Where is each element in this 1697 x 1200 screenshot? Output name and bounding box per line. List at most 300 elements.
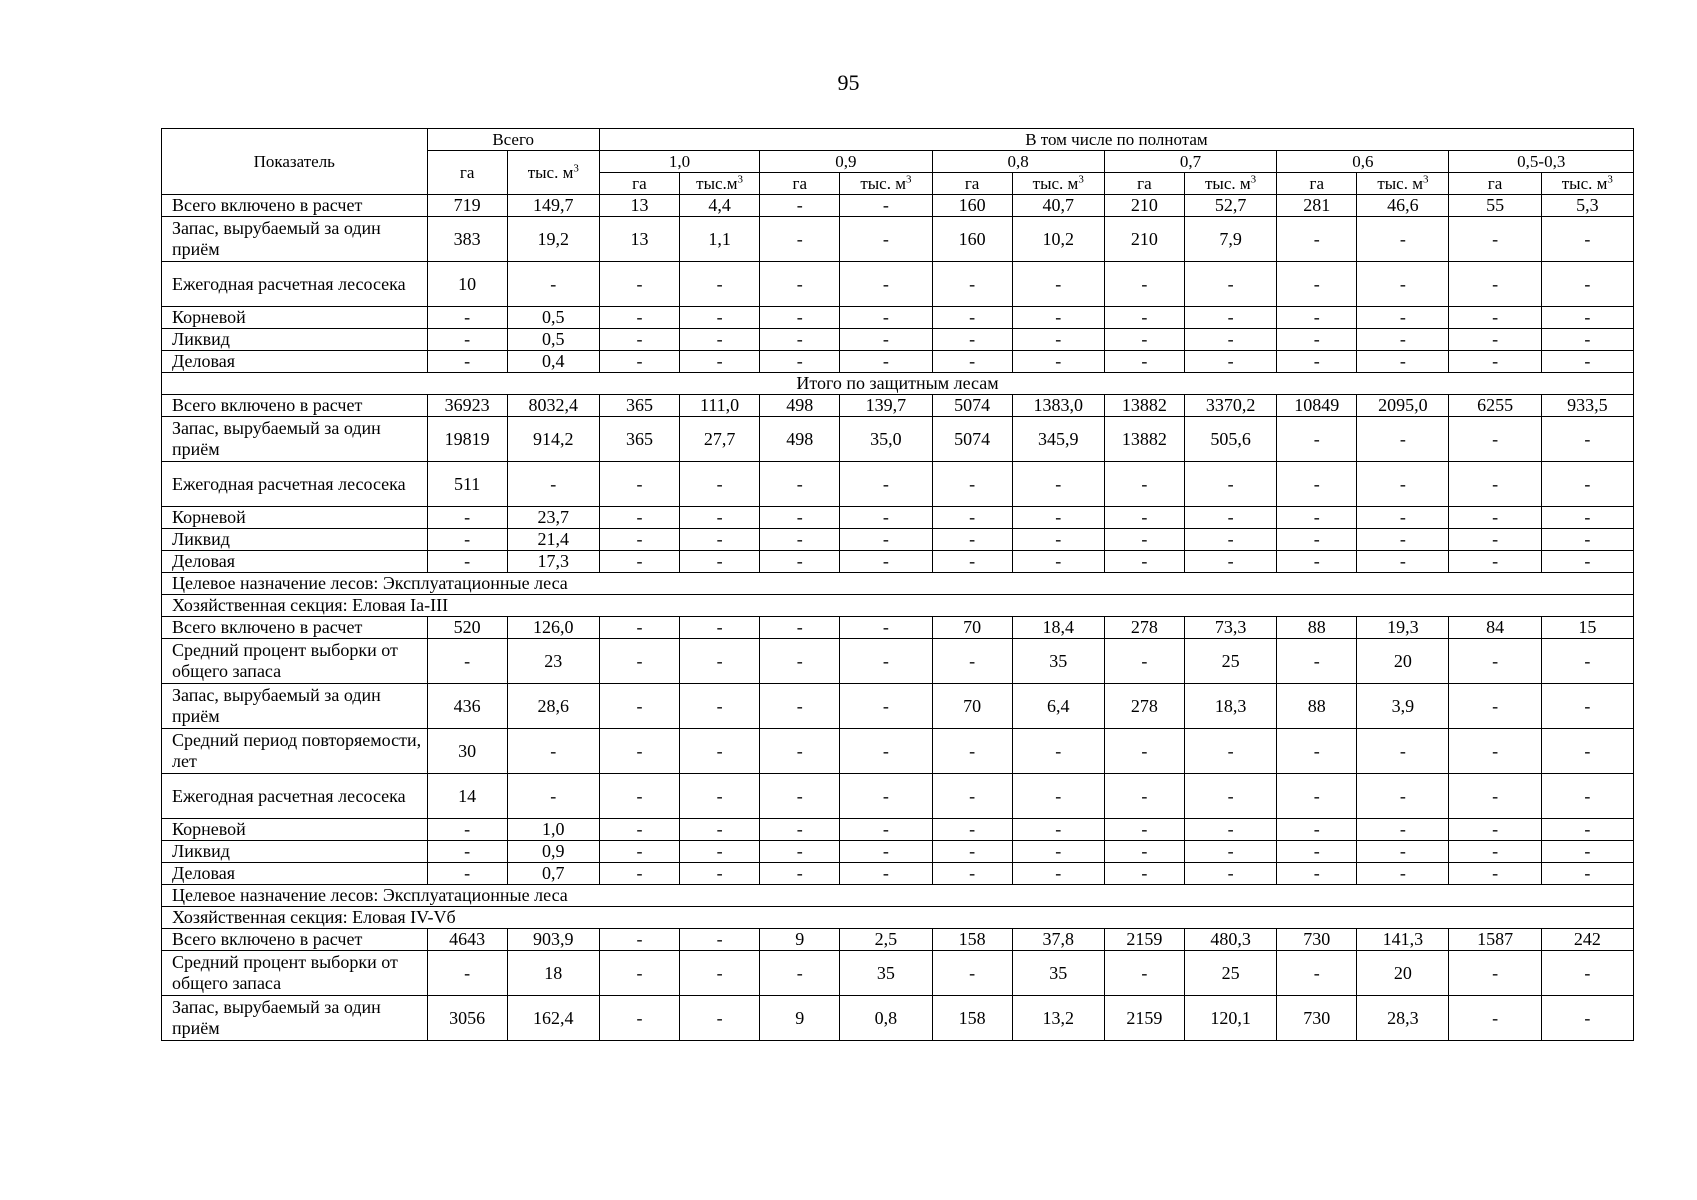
header-unit-vol: тыс. $м^3$ [1184,173,1276,195]
table-cell: - [1277,462,1357,507]
row-label: Деловая [162,351,428,373]
table-cell: - [840,351,932,373]
table-cell: 436 [427,684,507,729]
page-number: 95 [837,70,860,95]
table-cell: - [1449,217,1541,262]
section-title: Целевое назначение лесов: Эксплуатационные леса [162,885,1634,907]
table-cell: 8032,4 [507,395,599,417]
table-cell: - [1357,217,1449,262]
row-label: Средний период повторяемости, лет [162,729,428,774]
table-cell: 73,3 [1184,617,1276,639]
table-cell: - [1449,529,1541,551]
table-cell: - [1012,863,1104,885]
table-cell: 158 [932,996,1012,1041]
table-cell: 498 [760,395,840,417]
header-density-1: 1,0 [599,151,759,173]
table-cell: - [1357,841,1449,863]
table-cell: 70 [932,684,1012,729]
table-cell: - [507,774,599,819]
table-cell: 2,5 [840,929,932,951]
table-cell: 19,3 [1357,617,1449,639]
table-cell: - [1012,774,1104,819]
table-cell: - [760,551,840,573]
table-cell: - [427,351,507,373]
table-cell: 160 [932,195,1012,217]
table-cell: 28,6 [507,684,599,729]
table-cell: - [427,841,507,863]
table-row [162,307,1634,329]
table-cell: - [1357,462,1449,507]
header-unit-ha: га [599,173,679,195]
table-cell: 242 [1541,929,1633,951]
table-cell: 149,7 [507,195,599,217]
section-title: Итого по защитным лесам [162,373,1634,395]
section-row [162,373,1634,395]
row-label: Деловая [162,863,428,885]
table-cell: 23 [507,639,599,684]
table-cell: - [680,462,760,507]
table-cell: 505,6 [1184,417,1276,462]
table-cell: 17,3 [507,551,599,573]
table-row [162,639,1634,684]
table-cell: 21,4 [507,529,599,551]
table-cell: - [1184,729,1276,774]
table-cell: - [760,529,840,551]
table-row [162,863,1634,885]
table-cell: 28,3 [1357,996,1449,1041]
table-cell: - [599,996,679,1041]
table-cell: - [1277,841,1357,863]
table-cell: 4,4 [680,195,760,217]
table-cell: - [599,819,679,841]
table-cell: - [840,774,932,819]
table-cell: - [1104,507,1184,529]
table-cell: - [1277,819,1357,841]
header-density-3: 0,8 [932,151,1104,173]
section-title: Хозяйственная секция: Еловая IV-Vб [162,907,1634,929]
header-unit-ha: га [932,173,1012,195]
table-cell: - [840,529,932,551]
table-cell: - [1104,863,1184,885]
table-cell: 9 [760,996,840,1041]
table-row [162,507,1634,529]
table-cell: - [1184,774,1276,819]
table-cell: 18,4 [1012,617,1104,639]
table-cell: 126,0 [507,617,599,639]
table-cell: - [840,507,932,529]
table-cell: - [760,841,840,863]
table-cell: - [1357,351,1449,373]
table-cell: - [1449,329,1541,351]
section-row [162,573,1634,595]
table-cell: 13 [599,217,679,262]
table-cell: 40,7 [1012,195,1104,217]
table-cell: 365 [599,395,679,417]
table-cell: - [1357,417,1449,462]
header-unit-ha: га [1104,173,1184,195]
table-cell: 55 [1449,195,1541,217]
table-cell: - [1184,819,1276,841]
table-cell: - [1277,774,1357,819]
table-cell: - [1277,639,1357,684]
table-cell: - [760,217,840,262]
table-cell: 0,5 [507,307,599,329]
table-cell: 730 [1277,996,1357,1041]
table-cell: - [599,462,679,507]
table-cell: - [599,684,679,729]
header-unit-vol: тыс. $м^3$ [840,173,932,195]
table-cell: 5074 [932,417,1012,462]
table-cell: 25 [1184,951,1276,996]
row-label: Запас, вырубаемый за один приём [162,417,428,462]
table-row [162,351,1634,373]
table-cell: 14 [427,774,507,819]
table-cell: - [680,507,760,529]
table-cell: - [760,329,840,351]
table-cell: - [1541,529,1633,551]
table-row [162,729,1634,774]
table-cell: 10 [427,262,507,307]
table-cell: - [1184,507,1276,529]
table-cell: 120,1 [1184,996,1276,1041]
table-cell: - [932,639,1012,684]
table-cell: 0,4 [507,351,599,373]
table-cell: - [1184,329,1276,351]
table-cell: 3056 [427,996,507,1041]
table-cell: - [760,819,840,841]
table-row [162,395,1634,417]
table-cell: - [680,774,760,819]
table-cell: 25 [1184,639,1276,684]
table-cell: - [1541,819,1633,841]
row-label: Запас, вырубаемый за один приём [162,996,428,1041]
table-cell: - [1012,841,1104,863]
table-cell: - [427,819,507,841]
table-cell: 88 [1277,684,1357,729]
header-density-5: 0,6 [1277,151,1449,173]
table-cell: 13 [599,195,679,217]
table-cell: 3370,2 [1184,395,1276,417]
table-cell: - [1357,329,1449,351]
table-cell: - [599,841,679,863]
table-cell: 162,4 [507,996,599,1041]
table-cell: - [932,841,1012,863]
table-cell: - [1104,774,1184,819]
table-cell: - [760,462,840,507]
table-cell: - [932,819,1012,841]
table-cell: 27,7 [680,417,760,462]
table-cell: - [1357,307,1449,329]
table-cell: - [680,307,760,329]
table-cell: 1,1 [680,217,760,262]
table-cell: 37,8 [1012,929,1104,951]
section-row [162,885,1634,907]
table-cell: - [1104,551,1184,573]
table-cell: - [427,863,507,885]
table-cell: - [932,551,1012,573]
table-cell: - [1104,462,1184,507]
table-cell: - [599,529,679,551]
table-cell: - [1449,774,1541,819]
table-cell: - [932,774,1012,819]
row-label: Корневой [162,819,428,841]
table-cell: - [840,462,932,507]
section-title: Целевое назначение лесов: Эксплуатационные леса [162,573,1634,595]
table-cell: - [932,951,1012,996]
table-cell: - [1104,951,1184,996]
table-cell: - [1541,951,1633,996]
section-row [162,595,1634,617]
table-cell: - [1104,639,1184,684]
table-cell: - [1449,639,1541,684]
row-label: Средний процент выборки от общего запаса [162,951,428,996]
header-unit-vol: тыс. $м^3$ [1012,173,1104,195]
table-header [162,129,1634,195]
table-cell: - [427,507,507,529]
row-label: Всего включено в расчет [162,395,428,417]
table-cell: - [1449,841,1541,863]
table-cell: 1587 [1449,929,1541,951]
table-cell: - [1277,551,1357,573]
table-cell: - [680,819,760,841]
table-cell: 7,9 [1184,217,1276,262]
table-cell: - [427,639,507,684]
table-cell: - [1357,551,1449,573]
table-cell: - [1012,551,1104,573]
row-label: Ежегодная расчетная лесосека [162,774,428,819]
table-cell: - [840,551,932,573]
table-cell: - [760,262,840,307]
table-cell: - [1277,729,1357,774]
table-cell: 210 [1104,217,1184,262]
table-row [162,551,1634,573]
table-cell: 6,4 [1012,684,1104,729]
table-row [162,684,1634,729]
table-cell: 365 [599,417,679,462]
table-cell: - [1357,863,1449,885]
table-cell: 30 [427,729,507,774]
table-cell: - [680,929,760,951]
table-cell: - [840,841,932,863]
table-cell: - [427,529,507,551]
table-row [162,951,1634,996]
table-cell: - [680,262,760,307]
table-cell: - [1184,551,1276,573]
table-cell: - [1541,262,1633,307]
table-row [162,617,1634,639]
table-row [162,217,1634,262]
table-cell: - [680,551,760,573]
table-cell: 35,0 [840,417,932,462]
header-density-4: 0,7 [1104,151,1276,173]
row-label: Ликвид [162,329,428,351]
table-row [162,774,1634,819]
table-row [162,417,1634,462]
table-cell: 933,5 [1541,395,1633,417]
table-cell: - [1184,262,1276,307]
table-cell: - [507,729,599,774]
table-cell: 46,6 [1357,195,1449,217]
table-cell: - [680,639,760,684]
table-cell: - [599,929,679,951]
table-cell: - [1104,307,1184,329]
table-cell: 70 [932,617,1012,639]
row-label: Запас, вырубаемый за один приём [162,217,428,262]
table-cell: - [427,951,507,996]
table-cell: - [932,729,1012,774]
table-cell: 18,3 [1184,684,1276,729]
table-cell: 19,2 [507,217,599,262]
table-cell: 0,7 [507,863,599,885]
table-cell: - [1012,329,1104,351]
table-cell: 36923 [427,395,507,417]
table-cell: - [1012,507,1104,529]
table-cell: - [599,863,679,885]
row-label: Средний процент выборки от общего запаса [162,639,428,684]
table-cell: 1,0 [507,819,599,841]
table-cell: - [1012,729,1104,774]
table-cell: - [840,729,932,774]
table-cell: 2159 [1104,996,1184,1041]
table-cell: - [1277,351,1357,373]
table-cell: - [1277,417,1357,462]
table-cell: - [1541,217,1633,262]
table-cell: 13882 [1104,417,1184,462]
row-label: Всего включено в расчет [162,195,428,217]
table-cell: - [599,951,679,996]
table-cell: - [1184,863,1276,885]
table-cell: - [1449,417,1541,462]
table-cell: - [1184,841,1276,863]
table-cell: - [1541,307,1633,329]
table-cell: - [1357,529,1449,551]
table-cell: 5,3 [1541,195,1633,217]
table-cell: - [1449,507,1541,529]
table-cell: - [680,529,760,551]
row-label: Ежегодная расчетная лесосека [162,262,428,307]
table-cell: - [1541,462,1633,507]
table-cell: - [1449,951,1541,996]
table-cell: - [1012,262,1104,307]
header-total-ha: га [427,151,507,195]
table-cell: - [599,774,679,819]
header-unit-vol: тыс. $м^3$ [1357,173,1449,195]
table-cell: - [932,462,1012,507]
header-unit-ha: га [1449,173,1541,195]
table-cell: - [1541,329,1633,351]
table-cell: - [1541,417,1633,462]
table-cell: - [1449,863,1541,885]
table-cell: 160 [932,217,1012,262]
table-cell: - [507,262,599,307]
table-cell: - [599,507,679,529]
table-cell: - [840,329,932,351]
table-body [162,195,1634,1041]
table-row [162,262,1634,307]
table-row [162,195,1634,217]
table-cell: - [680,684,760,729]
table-cell: - [599,551,679,573]
row-label: Ликвид [162,841,428,863]
header-indicator: Показатель [162,129,428,195]
table-cell: - [1449,729,1541,774]
table-cell: - [1012,351,1104,373]
table-cell: 13882 [1104,395,1184,417]
row-label: Корневой [162,307,428,329]
table-cell: - [599,617,679,639]
table-cell: - [1277,262,1357,307]
table-cell: - [1277,329,1357,351]
table-cell: - [599,307,679,329]
header-total-vol: тыс. $м^3$ [507,151,599,195]
table-cell: - [1541,351,1633,373]
table-cell: 111,0 [680,395,760,417]
table-cell: - [680,996,760,1041]
table-cell: - [1449,462,1541,507]
table-cell: 35 [1012,951,1104,996]
table-cell: 6255 [1449,395,1541,417]
table-cell: 10849 [1277,395,1357,417]
table-cell: - [1184,351,1276,373]
table-cell: 278 [1104,684,1184,729]
table-cell: 139,7 [840,395,932,417]
table-cell: - [1541,863,1633,885]
table-cell: 35 [1012,639,1104,684]
table-cell: 520 [427,617,507,639]
header-unit-ha: га [760,173,840,195]
table-cell: 903,9 [507,929,599,951]
table-cell: 52,7 [1184,195,1276,217]
section-row [162,907,1634,929]
header-unit-vol: тыс. $м^3$ [1541,173,1633,195]
table-cell: 20 [1357,951,1449,996]
table-cell: - [1104,329,1184,351]
table-cell: - [680,863,760,885]
table-cell: - [932,863,1012,885]
table-cell: 480,3 [1184,929,1276,951]
table-cell: - [760,863,840,885]
table-cell: - [840,262,932,307]
table-cell: - [932,329,1012,351]
table-cell: 4643 [427,929,507,951]
table-row [162,841,1634,863]
table-cell: - [1541,841,1633,863]
table-cell: 88 [1277,617,1357,639]
table-cell: 914,2 [507,417,599,462]
table-cell: - [680,617,760,639]
table-cell: - [840,195,932,217]
table-cell: - [680,841,760,863]
table-cell: - [680,951,760,996]
table-cell: - [760,774,840,819]
table-cell: - [760,617,840,639]
table-cell: - [1184,307,1276,329]
section-title: Хозяйственная секция: Еловая Ia-III [162,595,1634,617]
table-cell: - [932,351,1012,373]
table-cell: 0,5 [507,329,599,351]
table-cell: - [1449,262,1541,307]
table-cell: 719 [427,195,507,217]
table-cell: 498 [760,417,840,462]
header-density-2: 0,9 [760,151,932,173]
table-cell: 19819 [427,417,507,462]
table-row [162,529,1634,551]
table-cell: - [760,951,840,996]
table-cell: - [1449,351,1541,373]
table-cell: - [1541,996,1633,1041]
table-cell: 0,9 [507,841,599,863]
table-cell: 9 [760,929,840,951]
